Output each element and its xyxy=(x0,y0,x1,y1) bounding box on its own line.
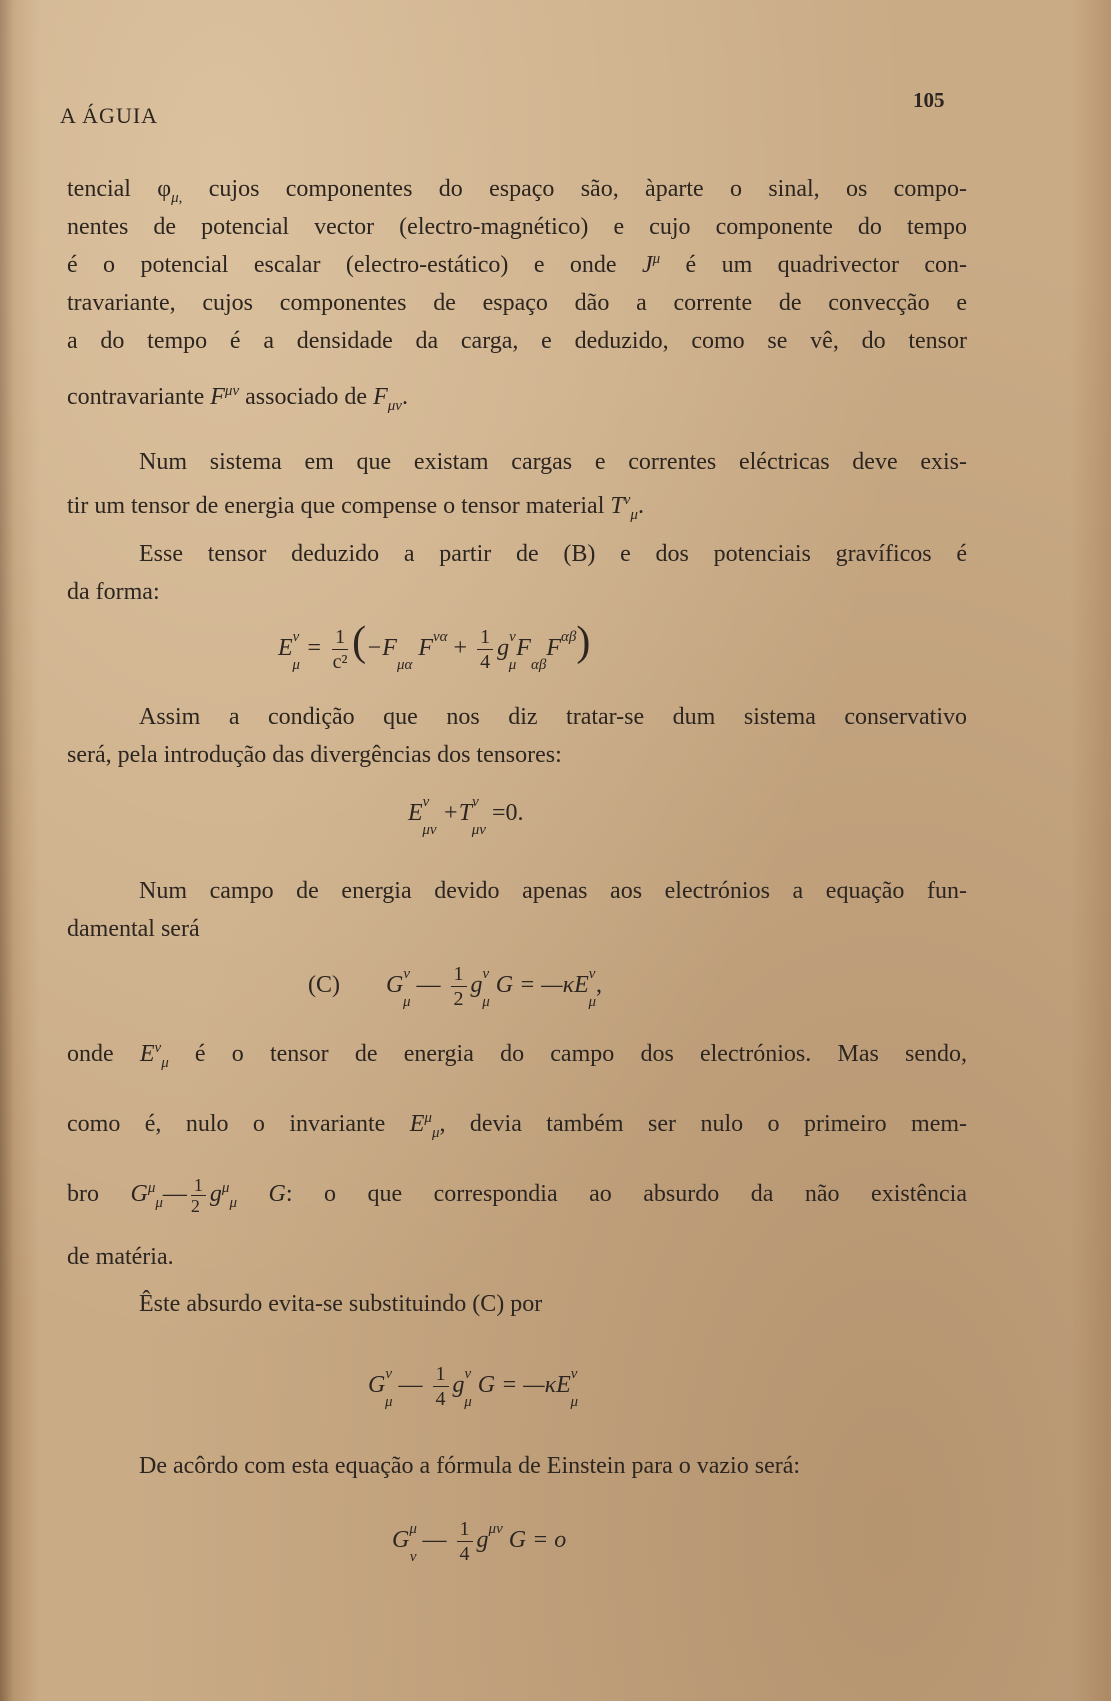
page-number: 105 xyxy=(913,88,945,112)
running-header-title: A ÁGUIA xyxy=(60,103,159,128)
paragraph-7 xyxy=(67,1285,967,1323)
fraction: $\frac{1}{\text{c²}}$ xyxy=(332,625,348,673)
paragraph-8 xyxy=(67,1447,967,1485)
text-line: a do tempo é a densidade da carga, e deduzido, como se vê, do tensor xyxy=(67,328,967,354)
equation-energy-tensor: $E^\nu_\mu$ = $\frac{1}{\text{c²}}$ ($-F_{\mu\alpha}$ $F^{\nu\alpha}$ + $\frac{1}{4}$ $g^\nu_\mu F_{\alpha\beta}F^{\alpha\beta}$) xyxy=(278,619,591,673)
text-line: damental será xyxy=(67,916,200,942)
equation-C: (C) $G^\nu_\mu$ — $\frac{1}{2}$ $g^\nu_\mu$ $G = —\kappa E^\nu_\mu$, xyxy=(308,963,602,1011)
text-line: travariante, cujos componentes de espaço dão a corrente de convecção e xyxy=(67,290,967,316)
text-line: de matéria. xyxy=(67,1244,174,1270)
fraction: $\frac{1}{2}$ xyxy=(451,962,467,1011)
text-line: Num sistema em que existam cargas e correntes eléctricas deve exis- xyxy=(139,449,967,475)
text-line: Esse tensor deduzido a partir de (B) e dos potenciais gravíficos é xyxy=(139,541,967,567)
text-line: tencial $\varphi_{\mu,}$ cujos componentes do espaço são, àparte o sinal, os compo- xyxy=(67,176,967,206)
fraction: $\frac{1}{4}$ xyxy=(477,625,493,674)
text-line: De acôrdo com esta equação a fórmula de Einstein para o vazio será: xyxy=(139,1453,801,1479)
paragraph-5 xyxy=(67,872,967,948)
fraction: $\frac{1}{4}$ xyxy=(457,1517,473,1566)
text-line: contravariante $F^{\mu\nu}$ associado de $F_{\mu\nu}$. xyxy=(67,383,408,414)
paragraph-2 xyxy=(67,443,967,525)
paragraph-1 xyxy=(67,170,967,360)
equation-einstein-vacuum: $G^\mu_\nu$ — $\frac{1}{4}$ $g^{\mu\nu}$ G = o xyxy=(392,1518,567,1566)
text-line: Assim a condição que nos diz tratar-se dum sistema conservativo xyxy=(139,704,967,730)
text-line: como é, nulo o invariante $E^\mu_\mu$, devia também ser nulo o primeiro mem- xyxy=(67,1110,968,1141)
text-line: será, pela introdução das divergências dos tensores: xyxy=(67,742,562,768)
text-line: Num campo de energia devido apenas aos electrónios a equação fun- xyxy=(139,878,967,904)
equation-conservation: $E^\nu_{\mu\nu} +T^\nu_{\mu\nu} =0$. xyxy=(408,794,524,838)
equation-modified: $G^\nu_\mu$ — $\frac{1}{4}$ $g^\nu_\mu$ $G = —\kappa E^\nu_\mu$ xyxy=(368,1363,578,1411)
paragraph-6 xyxy=(67,1035,967,1276)
text-line: é o potencial escalar (electro-estático) e onde $J^\mu$ é um quadrivector con- xyxy=(67,251,967,278)
text-line: tir um tensor de energia que compense o tensor material $T^\nu_\mu$. xyxy=(67,492,644,523)
paragraph-3 xyxy=(67,535,967,611)
paragraph-4 xyxy=(67,698,967,774)
text-line: nentes de potencial vector (electro-magnético) e cujo componente do tempo xyxy=(67,214,967,240)
fraction: $\frac{1}{2}$ xyxy=(191,1175,206,1216)
text-line: bro $G^\mu_\mu—$ $\frac{1}{2}$ $g^\mu_\mu$ G: o que correspondia ao absurdo da não existência xyxy=(67,1175,968,1216)
text-line: onde $E^\nu_\mu$ é o tensor de energia do campo dos electrónios. Mas sendo, xyxy=(67,1040,967,1071)
text-line: Êste absurdo evita-se substituindo (C) por xyxy=(139,1291,543,1317)
fraction: $\frac{1}{4}$ xyxy=(433,1362,449,1411)
text-line: da forma: xyxy=(67,579,160,605)
paragraph-1-end xyxy=(67,378,967,416)
